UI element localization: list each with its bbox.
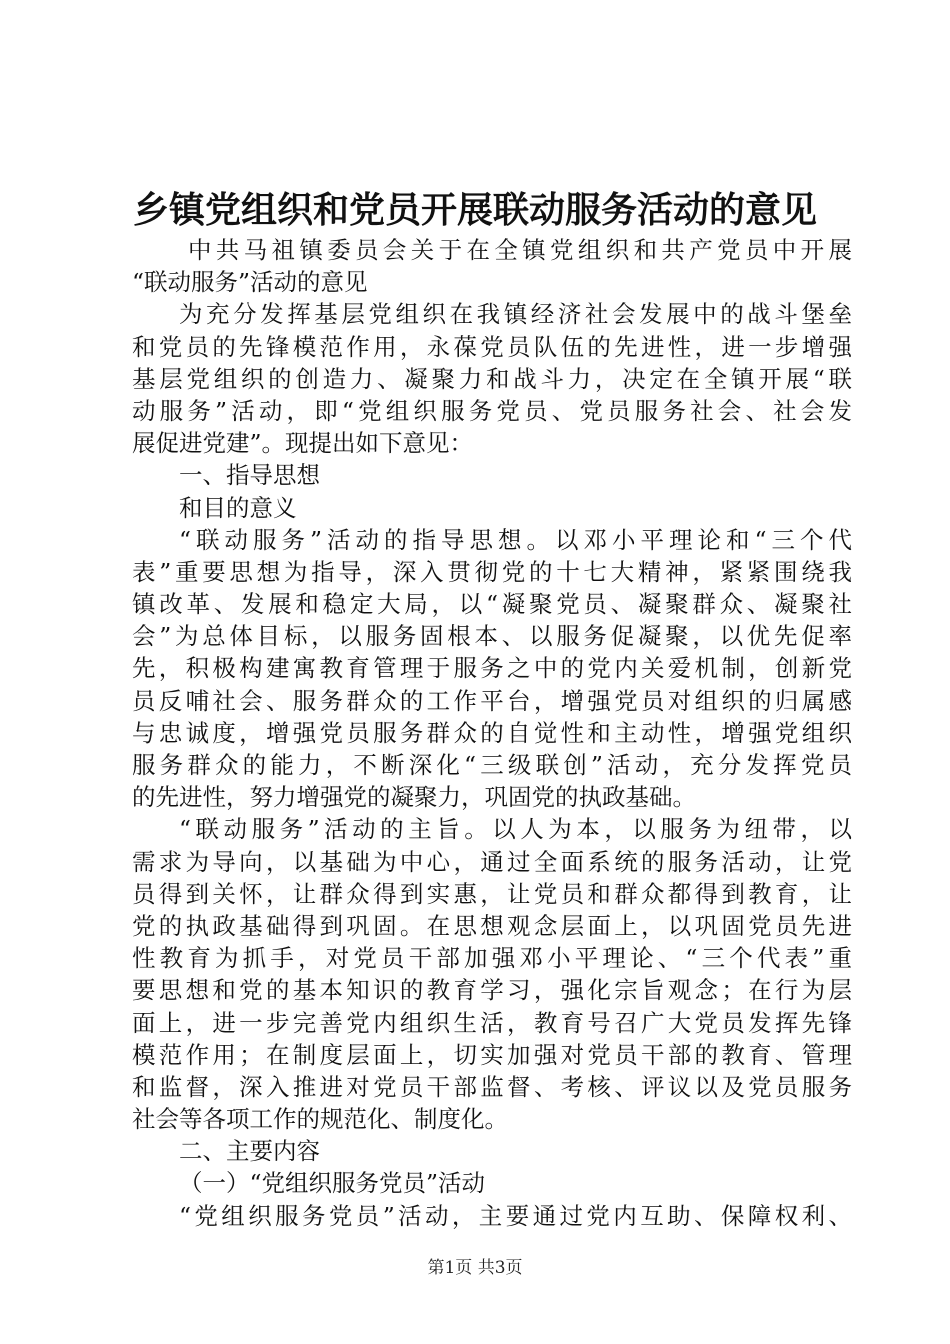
paragraph-line: 社会等各项工作的规范化、制度化。 [132,1105,508,1134]
paragraph-line: 员得到关怀，让群众得到实惠，让党员和群众都得到教育，让 [132,879,852,908]
paragraph-line: 模范作用；在制度层面上，切实加强对党员干部的教育、管理 [132,1040,852,1069]
paragraph-line: 展促进党建”。现提出如下意见： [132,429,474,458]
paragraph-line: “联动服务”活动的主旨。以人为本，以服务为纽带，以 [179,815,852,844]
page-footer: 第1页 共3页 [427,1258,523,1278]
paragraph-line: 动服务”活动，即“党组织服务党员、党员服务社会、社会发 [132,396,852,425]
paragraph-line: 中共马祖镇委员会关于在全镇党组织和共产党员中开展 [188,236,852,264]
paragraph-line: 为充分发挥基层党组织在我镇经济社会发展中的战斗堡垒 [179,300,852,329]
paragraph-line: “联动服务”活动的指导思想。以邓小平理论和“三个代 [179,525,852,554]
paragraph-line: 的先进性，努力增强党的凝聚力，巩固党的执政基础。 [132,783,696,812]
paragraph-line: 员反哺社会、服务群众的工作平台，增强党员对组织的归属感 [132,686,852,715]
paragraph-line: 性教育为抓手，对党员干部加强邓小平理论、“三个代表”重 [132,944,852,973]
paragraph-line: 镇改革、发展和稳定大局，以“凝聚党员、凝聚群众、凝聚社 [132,590,852,619]
paragraph-line: 会”为总体目标，以服务固根本、以服务促凝聚，以优先促率 [132,622,852,651]
paragraph-line: 和党员的先锋模范作用，永葆党员队伍的先进性，进一步增强 [132,332,852,361]
paragraph-line: 和监督，深入推进对党员干部监督、考核、评议以及党员服务 [132,1072,852,1101]
paragraph-line: 服务群众的能力，不断深化“三级联创”活动，充分发挥党员 [132,751,852,779]
paragraph-line: 表”重要思想为指导，深入贯彻党的十七大精神，紧紧围绕我 [132,557,852,586]
paragraph-line: 一、指导思想 [179,461,320,490]
paragraph-line: 党的执政基础得到巩固。在思想观念层面上，以巩固党员先进 [132,911,852,940]
paragraph-line: 面上，进一步完善党内组织生活，教育号召广大党员发挥先锋 [132,1008,852,1037]
document-title: 乡镇党组织和党员开展联动服务活动的意见 [132,189,817,231]
paragraph-line: 要思想和党的基本知识的教育学习，强化宗旨观念；在行为层 [132,976,852,1005]
paragraph-line: “联动服务”活动的意见 [132,268,368,297]
paragraph-line: 基层党组织的创造力、凝聚力和战斗力，决定在全镇开展“联 [132,364,852,393]
paragraph-line: 二、主要内容 [179,1137,320,1166]
paragraph-line: 先，积极构建寓教育管理于服务之中的党内关爱机制，创新党 [132,654,852,683]
paragraph-line: 与忠诚度，增强党员服务群众的自觉性和主动性，增强党组织 [132,718,852,747]
paragraph-line: “党组织服务党员”活动，主要通过党内互助、保障权利、 [179,1201,852,1230]
paragraph-line: 需求为导向，以基础为中心，通过全面系统的服务活动，让党 [132,847,852,876]
paragraph-line: （一）“党组织服务党员”活动 [179,1169,486,1198]
paragraph-line: 和目的意义 [179,493,297,522]
document-body [132,234,852,1232]
